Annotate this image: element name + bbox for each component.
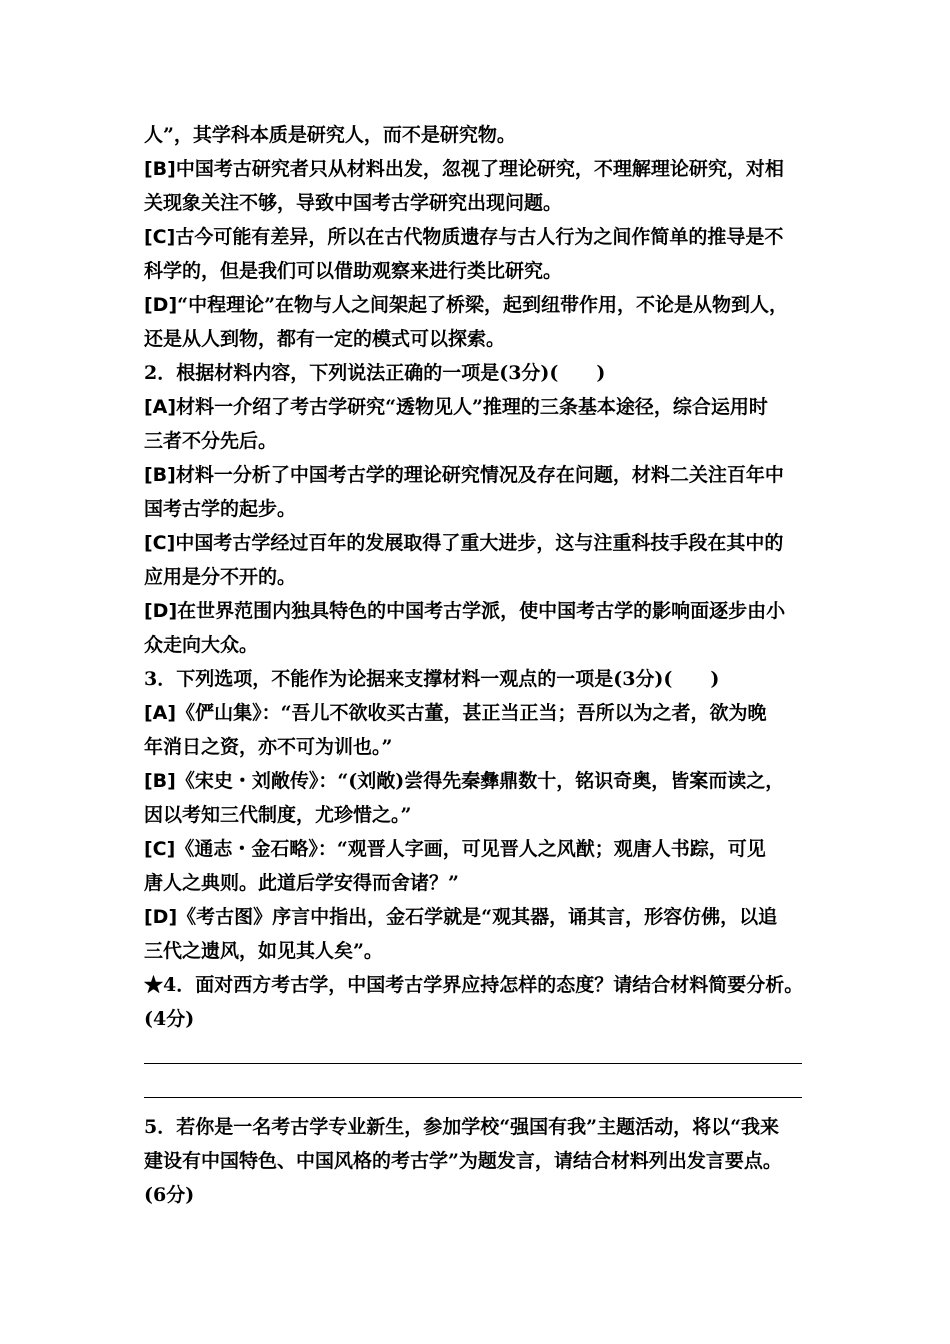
exam-page (144, 118, 816, 1212)
q3-option-b-cont: 因以考知三代制度，尤珍惜之。” (144, 804, 412, 826)
q4-answer-line-1[interactable] (144, 1036, 816, 1070)
q2-stem: 2．根据材料内容，下列说法正确的一项是(3分)( ) (144, 362, 606, 384)
q2-option-b-cont: 国考古学的起步。 (144, 498, 297, 520)
q4-points: (4分) (144, 1008, 195, 1030)
q5-stem-cont: 建设有中国特色、中国风格的考古学”为题发言，请结合材料列出发言要点。 (144, 1150, 782, 1172)
q1-option-c (144, 220, 816, 254)
option-label: [C] (144, 838, 176, 860)
option-text: “中程理论”在物与人之间架起了桥梁，起到纽带作用，不论是从物到人， (177, 294, 788, 316)
q4-answer-line-2[interactable] (144, 1070, 816, 1104)
option-text: 在世界范围内独具特色的中国考古学派，使中国考古学的影响面逐步由小 (177, 600, 786, 622)
option-text: 《考古图》序言中指出，金石学就是“观其器，诵其言，形容仿佛，以追 (177, 906, 778, 928)
q5-stem: 5．若你是一名考古学专业新生，参加学校“强国有我”主题活动，将以“我来 (144, 1116, 780, 1138)
option-text: 中国考古研究者只从材料出发，忽视了理论研究，不理解理论研究，对相 (175, 158, 784, 180)
q1-option-d-cont: 还是从人到物，都有一定的模式可以探索。 (144, 328, 506, 350)
q2-option-a-cont: 三者不分先后。 (144, 430, 278, 452)
q2-option-d-cont: 众走向大众。 (144, 634, 259, 656)
q4-stem: ★4．面对西方考古学，中国考古学界应持怎样的态度？请结合材料简要分析。 (144, 974, 804, 996)
option-text: 材料一介绍了考古学研究“透物见人”推理的三条基本途径，综合运用时 (176, 396, 768, 418)
q1-option-d (144, 288, 816, 322)
q5-points: (6分) (144, 1184, 195, 1206)
q1-option-b-cont: 关现象关注不够，导致中国考古学研究出现问题。 (144, 192, 563, 214)
option-label: [C] (144, 226, 176, 248)
q3-option-c[interactable] (144, 832, 816, 866)
option-text: 《通志・金石略》：“观晋人字画，可见晋人之风猷；观唐人书踪，可见 (175, 838, 766, 860)
q1-option-c-cont: 科学的，但是我们可以借助观察来进行类比研究。 (144, 260, 563, 282)
q2-option-c-cont: 应用是分不开的。 (144, 566, 297, 588)
option-text: 《宋史・刘敞传》：“(刘敞)尝得先秦彝鼎数十，铭识奇奥，皆案而读之， (175, 770, 785, 792)
option-label: [A] (144, 396, 177, 418)
q3-option-b[interactable] (144, 764, 816, 798)
option-label: [D] (144, 600, 178, 622)
q3-option-d-cont: 三代之遗风，如见其人矣”。 (144, 940, 383, 962)
q2-option-a[interactable] (144, 390, 816, 424)
option-text: 《俨山集》：“吾儿不欲收买古董，甚正当正当；吾所以为之者，欲为晚 (176, 702, 767, 724)
q3-stem: 3．下列选项，不能作为论据来支撑材料一观点的一项是(3分)( ) (144, 668, 720, 690)
q1-option-a-end: 人”，其学科本质是研究人，而不是研究物。 (144, 124, 516, 146)
option-label: [A] (144, 702, 177, 724)
q3-option-a-cont: 年消日之资，亦不可为训也。” (144, 736, 393, 758)
q2-option-c[interactable] (144, 526, 816, 560)
option-label: [B] (144, 464, 176, 486)
q3-option-a[interactable] (144, 696, 816, 730)
q3-option-c-cont: 唐人之典则。此道后学安得而舍诸？” (144, 872, 459, 894)
option-text: 中国考古学经过百年的发展取得了重大进步，这与注重科技手段在其中的 (175, 532, 784, 554)
q3-option-d[interactable] (144, 900, 816, 934)
option-label: [D] (144, 294, 178, 316)
answer-rule (144, 1063, 802, 1064)
option-label: [D] (144, 906, 178, 928)
option-text: 材料一分析了中国考古学的理论研究情况及存在问题，材料二关注百年中 (175, 464, 784, 486)
q2-option-d[interactable] (144, 594, 816, 628)
option-text: 古今可能有差异，所以在古代物质遗存与古人行为之间作简单的推导是不 (175, 226, 784, 248)
q1-option-b (144, 152, 816, 186)
option-label: [B] (144, 770, 176, 792)
answer-rule (144, 1097, 802, 1098)
option-label: [C] (144, 532, 176, 554)
option-label: [B] (144, 158, 176, 180)
q2-option-b[interactable] (144, 458, 816, 492)
